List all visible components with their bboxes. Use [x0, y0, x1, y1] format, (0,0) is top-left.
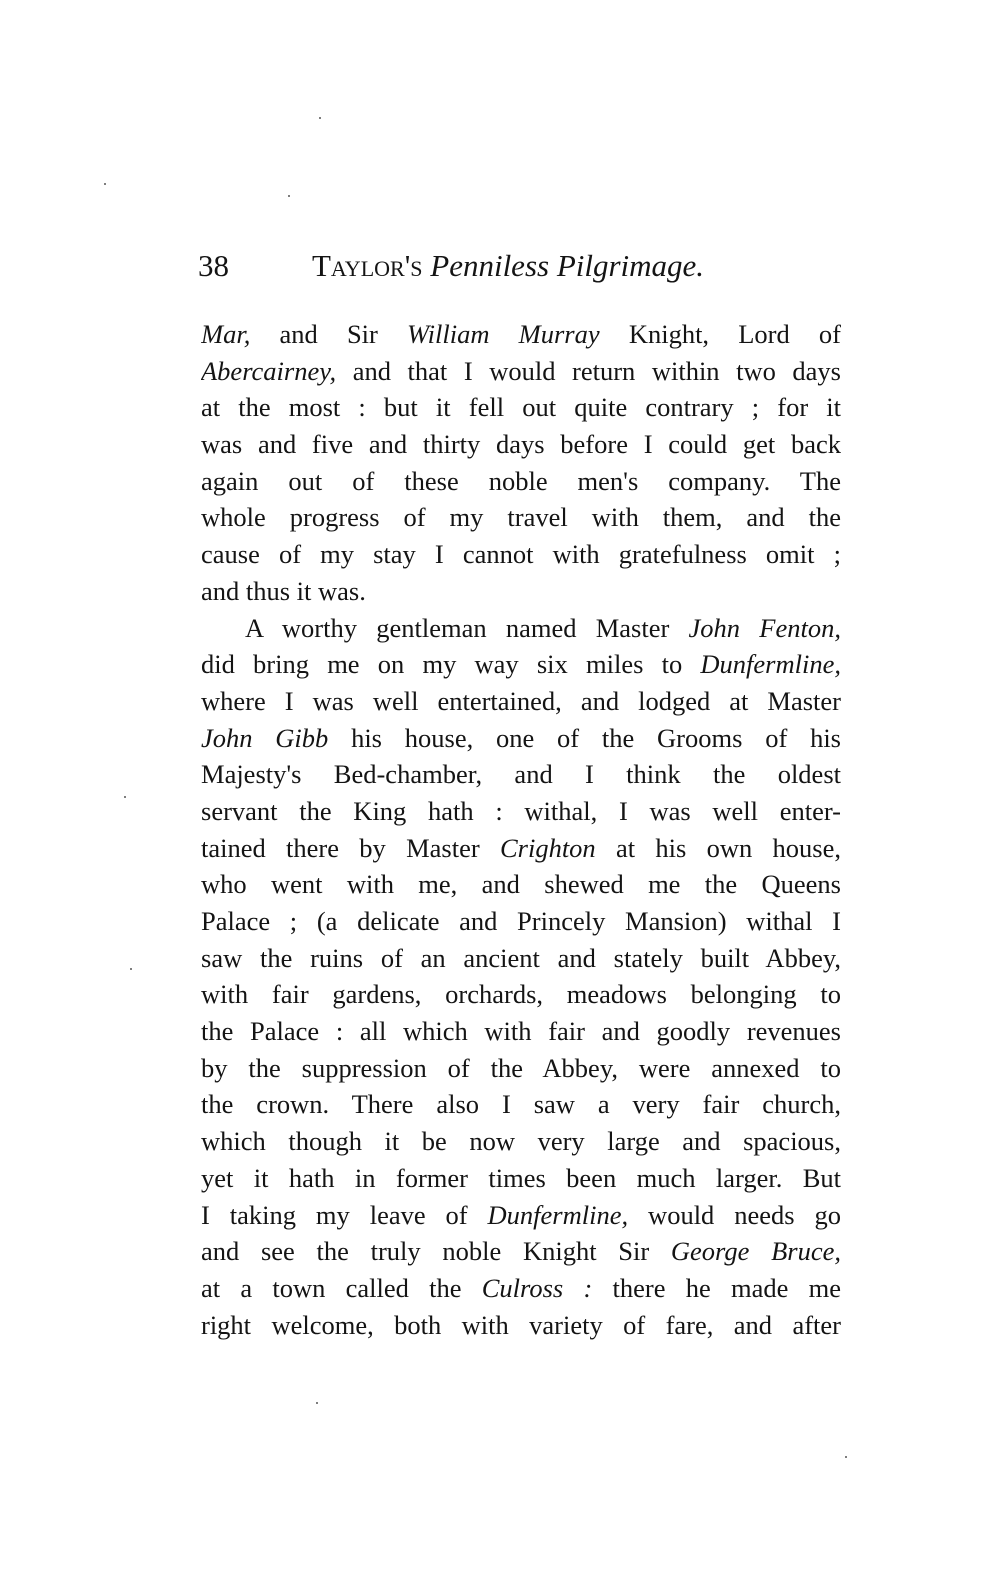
scan-speck — [124, 796, 126, 798]
italic-name: George Bruce, — [670, 1236, 841, 1267]
text-line — [201, 830, 841, 867]
text-run: and that I would return within two days — [336, 355, 841, 386]
scan-speck — [845, 1456, 847, 1458]
text-line — [201, 646, 841, 683]
text-line — [201, 1086, 841, 1123]
text-run: and see the truly noble Knight Sir — [201, 1236, 671, 1267]
text-run: by the suppression of the Abbey, were annexed to — [201, 1052, 841, 1083]
text-run: did bring me on my way six miles to — [201, 649, 701, 680]
text-line — [201, 353, 841, 390]
text-run: saw the ruins of an ancient and stately built Abbey, — [201, 942, 841, 973]
text-run: and Sir — [250, 319, 408, 349]
text-run: Knight, Lord of — [599, 319, 841, 349]
text-line — [201, 720, 841, 757]
text-run: yet it hath in former times been much larger. But — [201, 1162, 841, 1193]
text-run: Majesty's Bed-chamber, and I think the oldest — [201, 759, 841, 790]
text-run: the Palace : all which with fair and goodly revenues — [201, 1016, 841, 1047]
text-line — [201, 610, 841, 647]
text-line — [201, 793, 841, 830]
text-line — [201, 316, 841, 353]
text-run: at the most : but it fell out quite contrary ; for it — [201, 392, 841, 423]
text-line — [201, 536, 841, 573]
scan-speck — [319, 117, 321, 119]
text-run: would needs go — [628, 1199, 841, 1230]
page-number: 38 — [198, 248, 229, 283]
italic-name: Culross : — [481, 1272, 593, 1303]
text-run: A worthy gentleman named Master — [245, 612, 689, 643]
text-line — [201, 976, 841, 1013]
text-run: cause of my stay I cannot with gratefulness omit ; — [201, 539, 841, 570]
text-line — [201, 1307, 841, 1344]
italic-name: Abercairney, — [201, 355, 337, 386]
text-run: which though it be now very large and spacious, — [201, 1126, 841, 1157]
text-run: at a town called the — [201, 1272, 482, 1303]
text-run: Palace ; (a delicate and Princely Mansion) withal I — [201, 906, 841, 936]
text-line — [201, 426, 841, 463]
text-line — [201, 1197, 841, 1234]
text-run: the crown. There also I saw a very fair church, — [201, 1089, 841, 1120]
text-line — [201, 1123, 841, 1160]
text-line — [201, 866, 841, 903]
text-run: there he made me — [592, 1272, 841, 1303]
text-line — [201, 1160, 841, 1197]
text-line — [201, 1050, 841, 1087]
text-line — [201, 903, 841, 940]
text-run: right welcome, both with variety of fare, and after — [201, 1309, 841, 1340]
text-line — [201, 683, 841, 720]
text-run: whole progress of my travel with them, and the — [201, 502, 841, 533]
italic-name: John Gibb — [201, 722, 329, 753]
italic-name: John Fenton, — [688, 612, 841, 643]
running-title-author: Taylor's — [312, 248, 423, 283]
scan-speck — [104, 183, 106, 185]
text-line — [201, 573, 841, 610]
scan-speck — [130, 968, 132, 970]
italic-name: Crighton — [499, 832, 596, 863]
text-run: was and five and thirty days before I could get back — [201, 429, 841, 460]
text-line — [201, 389, 841, 426]
text-line — [201, 1233, 841, 1270]
text-line — [201, 756, 841, 793]
running-header — [198, 246, 858, 286]
text-run: at his own house, — [595, 832, 841, 863]
text-run: his house, one of the Grooms of his — [328, 722, 841, 753]
body-text — [201, 316, 841, 1343]
running-title-work: Penniless Pilgrimage. — [430, 248, 705, 283]
scan-speck — [316, 1402, 318, 1404]
italic-name: Dunfermline, — [487, 1199, 629, 1230]
scan-speck — [288, 195, 290, 197]
text-line — [201, 499, 841, 536]
text-run: who went with me, and shewed me the Queens — [201, 869, 841, 900]
text-line — [201, 463, 841, 500]
text-run: tained there by Master — [201, 832, 500, 863]
running-title — [312, 246, 704, 286]
text-line — [201, 1013, 841, 1050]
text-run: again out of these noble men's company. The — [201, 465, 841, 496]
text-line — [201, 940, 841, 977]
text-run: where I was well entertained, and lodged at Master — [201, 685, 841, 716]
italic-name: Mar, — [201, 319, 251, 349]
text-run: with fair gardens, orchards, meadows belonging to — [201, 979, 841, 1010]
text-run: and thus it was. — [201, 575, 366, 606]
italic-name: William Murray — [407, 319, 600, 349]
text-run: servant the King hath : withal, I was well enter- — [201, 795, 841, 826]
text-line — [201, 1270, 841, 1307]
text-run: I taking my leave of — [201, 1199, 488, 1230]
italic-name: Dunfermline, — [700, 649, 841, 680]
